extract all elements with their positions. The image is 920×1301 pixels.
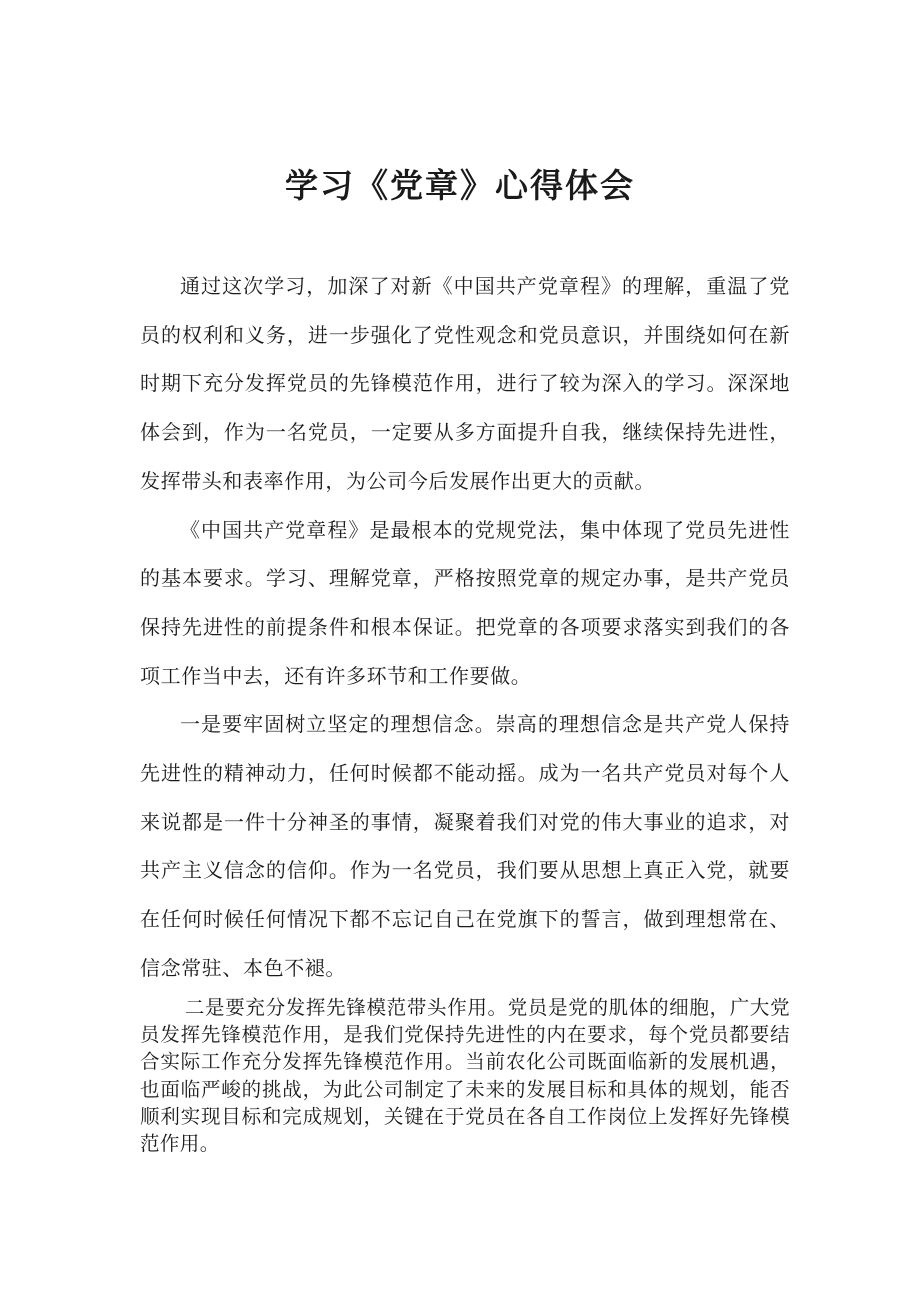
- paragraph-3: 一是要牢固树立坚定的理想信念。崇高的理想信念是共产党人保持先进性的精神动力，任何时候都不能动摇。成为一名共产党员对每个人来说都是一件十分神圣的事情，凝聚着我们对党的伟大事业的追求，对共产主义信念的信仰。作为一名党员，我们要从思想上真正入党，就要在任何时候任何情况下都不忘记自己在党旗下的誓言，做到理想常在、信念常驻、本色不褪。: [140, 712, 790, 980]
- document-body: [140, 262, 790, 993]
- paragraph-1: 通过这次学习，加深了对新《中国共产党章程》的理解，重温了党员的权利和义务，进一步强化了党性观念和党员意识，并围绕如何在新时期下充分发挥党员的先锋模范作用，进行了较为深入的学习。深深地体会到，作为一名党员，一定要从多方面提升自我，继续保持先进性，发挥带头和表率作用，为公司今后发展作出更大的贡献。: [140, 274, 790, 493]
- paragraph-2: 《中国共产党章程》是最根本的党规党法，集中体现了党员先进性的基本要求。学习、理解党章，严格按照党章的规定办事，是共产党员保持先进性的前提条件和根本保证。把党章的各项要求落实到我们的各项工作当中去，还有许多环节和工作要做。: [140, 517, 790, 688]
- paragraph-4: 二是要充分发挥先锋模范带头作用。党员是党的肌体的细胞，广大党员发挥先锋模范作用，是我们党保持先进性的内在要求，每个党员都要结合实际工作充分发挥先锋模范作用。当前农化公司既面临新的发展机遇，也面临严峻的挑战，为此公司制定了未来的发展目标和具体的规划，能否顺利实现目标和完成规划，关键在于党员在各自工作岗位上发挥好先锋模范作用。: [140, 996, 790, 1156]
- document-title: 学习《党章》心得体会: [285, 166, 635, 205]
